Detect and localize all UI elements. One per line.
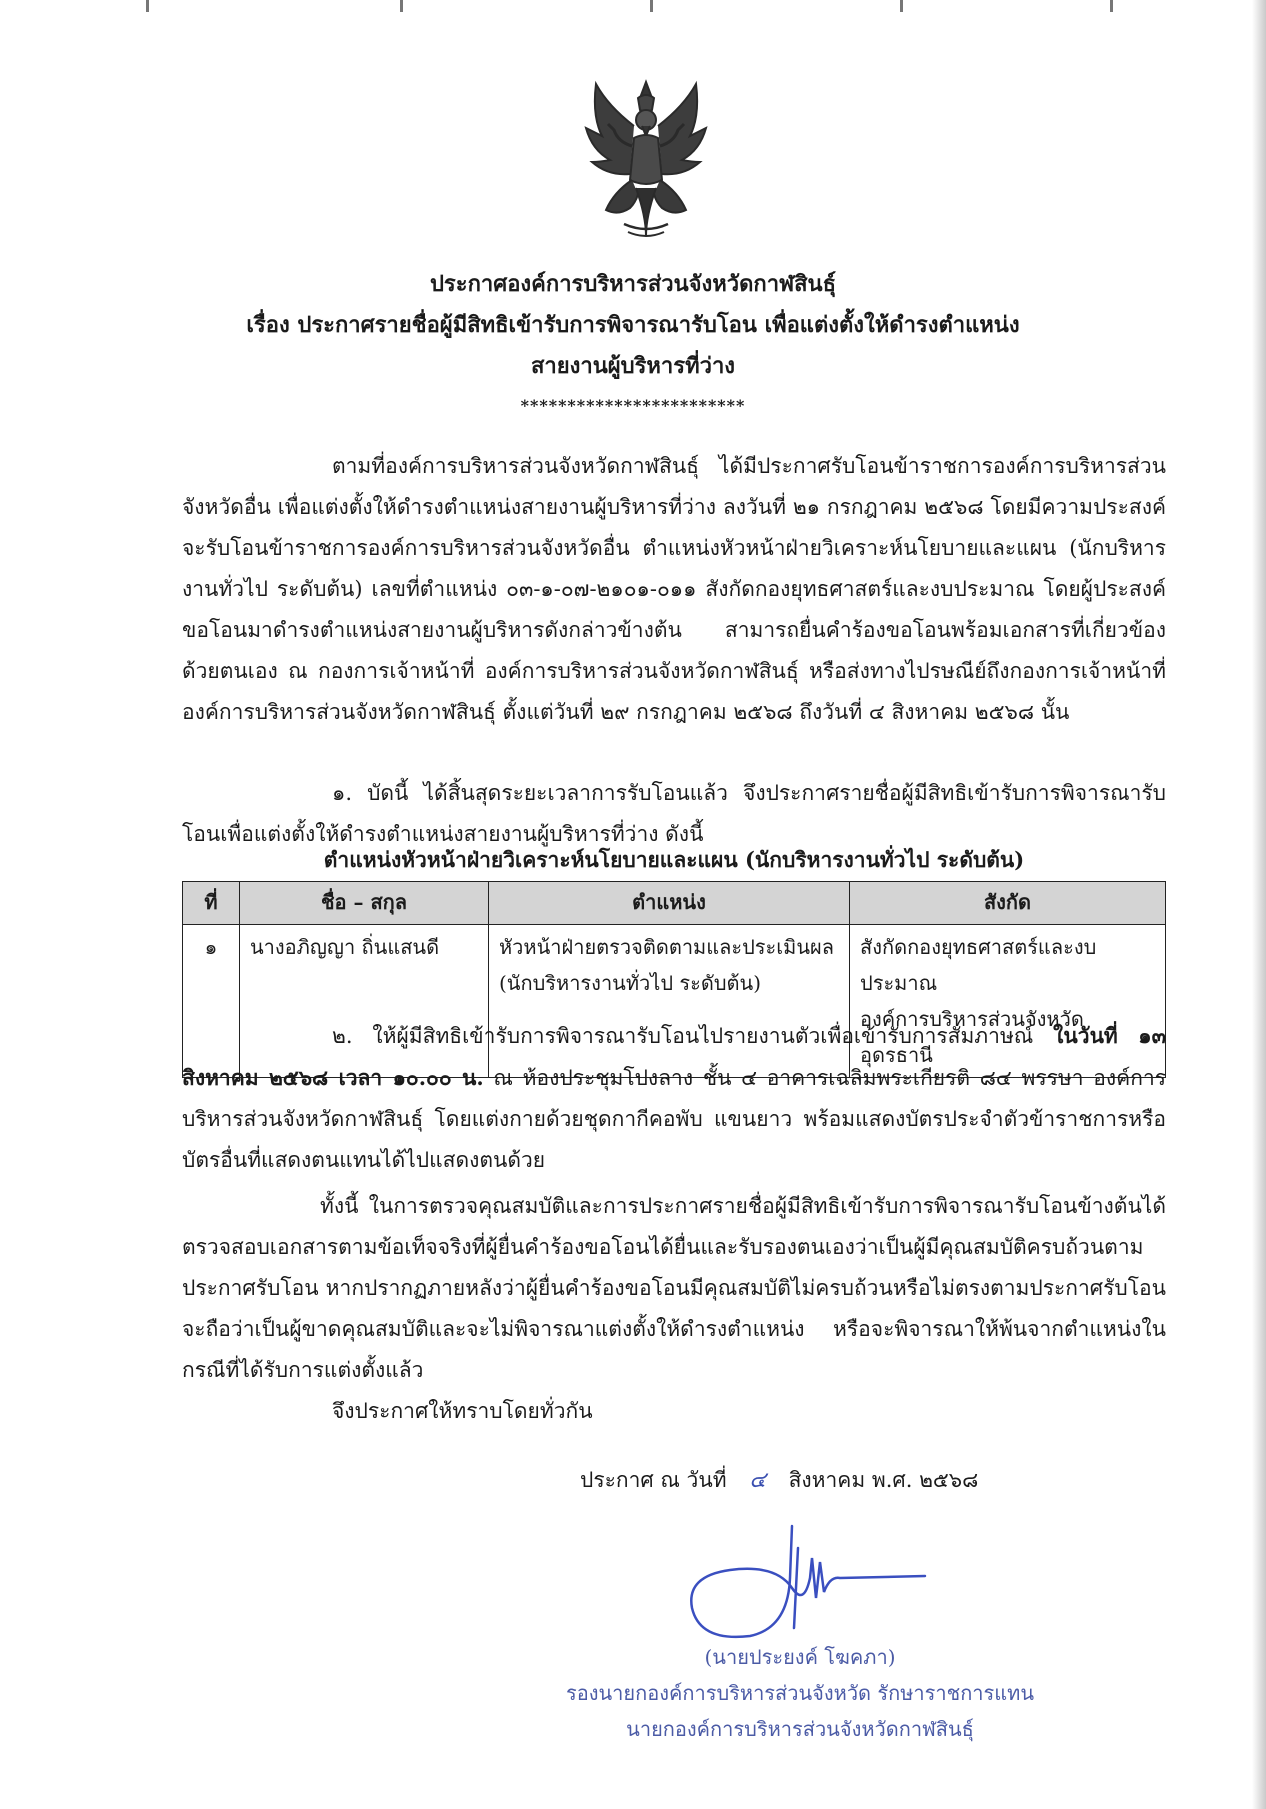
paragraph-closing	[182, 1391, 1166, 1432]
cell-name: นางอภิญญา ถิ่นแสนดี	[240, 925, 489, 1078]
paragraph-conditions	[182, 1186, 1166, 1391]
header-separator: ************************	[520, 396, 746, 415]
signer-title-line1: รองนายกองค์การบริหารส่วนจังหวัด รักษาราชการแทน	[565, 1681, 1035, 1705]
table-header-row	[183, 882, 1166, 925]
scan-edge-shadow	[1252, 0, 1266, 1809]
paragraph-background	[182, 446, 1166, 733]
table-title: ตำแหน่งหัวหน้าฝ่ายวิเคราะห์นโยบายและแผน (นักบริหารงานทั่วไป ระดับต้น)	[323, 847, 1025, 872]
paragraph-background-text: ตามที่องค์การบริหารส่วนจังหวัดกาฬสินธุ์ ได้มีประกาศรับโอนข้าราชการองค์การบริหารส่วนจังหวัดอื่น เพื่อแต่งตั้งให้ดำรงตำแหน่งสายงานผู้บริหารที่ว่าง ลงวันที่ ๒๑ กรกฎาคม ๒๕๖๘ โดยมีความประสงค์จะรับโอนข้าราชการองค์การบริหารส่วนจังหวัดอื่น ตำแหน่งหัวหน้าฝ่ายวิเคราะห์นโยบายและแผน (นักบริหารงานทั่วไป ระดับต้น) เลขที่ตำแหน่ง ๐๓-๑-๐๗-๒๑๐๑-๐๑๑ สังกัดกองยุทธศาสตร์และงบประมาณ โดยผู้ประสงค์ขอโอนมาดำรงตำแหน่งสายงานผู้บริหารดังกล่าวข้างต้น สามารถยื่นคำร้องขอโอนพร้อมเอกสารที่เกี่ยวข้องด้วยตนเอง ณ กองการเจ้าหน้าที่ องค์การบริหารส่วนจังหวัดกาฬสินธุ์ หรือส่งทางไปรษณีย์ถึงกองการเจ้าหน้าที่ องค์การบริหารส่วนจังหวัดกาฬสินธุ์ ตั้งแต่วันที่ ๒๙ กรกฎาคม ๒๕๖๘ ถึงวันที่ ๔ สิงหาคม ๒๕๖๘ นั้น	[182, 454, 1166, 724]
col-header-name: ชื่อ – สกุล	[240, 882, 489, 925]
cell-affiliation-line1: สังกัดกองยุทธศาสตร์และงบประมาณ	[860, 935, 1097, 995]
paragraph-item-2	[182, 1015, 1166, 1181]
announce-date	[580, 1462, 978, 1497]
announce-date-prefix: ประกาศ ณ วันที่	[580, 1468, 727, 1492]
cell-position-line1: หัวหน้าฝ่ายตรวจติดตามและประเมินผล	[499, 935, 834, 959]
announce-date-day: ๔	[749, 1468, 766, 1493]
paragraph-item-2-rest: ณ ห้องประชุมโปงลาง ชั้น ๔ อาคารเฉลิมพระเกียรติ ๘๔ พรรษา องค์การบริหารส่วนจังหวัดกาฬสินธุ์ โดยแต่งกายด้วยชุดกากีคอพับ แขนยาว พร้อมแสดงบัตรประจำตัวข้าราชการหรือบัตรอื่นที่แสดงตนแทนได้ไปแสดงตนด้วย	[182, 1066, 1167, 1172]
col-header-position: ตำแหน่ง	[489, 882, 850, 925]
announcement-subject-cont: สายงานผู้บริหารที่ว่าง	[530, 353, 736, 379]
interview-datetime: ในวันที่ ๑๓ สิงหาคม ๒๕๖๘ เวลา ๑๐.๐๐ น.	[182, 1023, 1166, 1090]
cell-no: ๑	[183, 925, 240, 1078]
paragraph-item-1	[182, 773, 1166, 855]
cell-position-line2: (นักบริหารงานทั่วไป ระดับต้น)	[499, 971, 762, 995]
announcement-subject: เรื่อง ประกาศรายชื่อผู้มีสิทธิเข้ารับการพิจารณารับโอน เพื่อแต่งตั้งให้ดำรงตำแหน่ง	[246, 312, 1020, 338]
signer-name: (นายประยงค์ โฆคภา)	[704, 1645, 896, 1669]
cell-affiliation-line2: องค์การบริหารส่วนจังหวัดอุดรธานี	[860, 1007, 1084, 1067]
garuda-emblem-icon	[578, 76, 714, 242]
col-header-no: ที่	[183, 882, 240, 925]
signer-title-line2: นายกองค์การบริหารส่วนจังหวัดกาฬสินธุ์	[626, 1717, 974, 1741]
scan-edge-marks	[0, 0, 1266, 16]
paragraph-closing-text: จึงประกาศให้ทราบโดยทั่วกัน	[332, 1399, 593, 1423]
signature-icon	[680, 1518, 930, 1648]
col-header-affiliation: สังกัด	[850, 882, 1166, 925]
announcement-title: ประกาศองค์การบริหารส่วนจังหวัดกาฬสินธุ์	[429, 271, 837, 297]
paragraph-item-1-text: ๑. บัดนี้ ได้สิ้นสุดระยะเวลาการรับโอนแล้ว จึงประกาศรายชื่อผู้มีสิทธิเข้ารับการพิจารณารับโอนเพื่อแต่งตั้งให้ดำรงตำแหน่งสายงานผู้บริหารที่ว่าง ดังนี้	[182, 781, 1166, 846]
paragraph-conditions-text: ทั้งนี้ ในการตรวจคุณสมบัติและการประกาศรายชื่อผู้มีสิทธิเข้ารับการพิจารณารับโอนข้างต้นได้ตรวจสอบเอกสารตามข้อเท็จจริงที่ผู้ยื่นคำร้องขอโอนได้ยื่นและรับรองตนเองว่าเป็นผู้มีคุณสมบัติครบถ้วนตามประกาศรับโอน หากปรากฏภายหลังว่าผู้ยื่นคำร้องขอโอนมีคุณสมบัติไม่ครบถ้วนหรือไม่ตรงตามประกาศรับโอนจะถือว่าเป็นผู้ขาดคุณสมบัติและจะไม่พิจารณาแต่งตั้งให้ดำรงตำแหน่ง หรือจะพิจารณาให้พ้นจากตำแหน่งในกรณีที่ได้รับการแต่งตั้งแล้ว	[182, 1194, 1166, 1382]
announce-date-suffix: สิงหาคม พ.ศ. ๒๕๖๘	[788, 1468, 979, 1492]
paragraph-item-2-lead: ๒. ให้ผู้มีสิทธิเข้ารับการพิจารณารับโอนไปรายงานตัวเพื่อเข้ารับการสัมภาษณ์	[332, 1024, 1034, 1048]
